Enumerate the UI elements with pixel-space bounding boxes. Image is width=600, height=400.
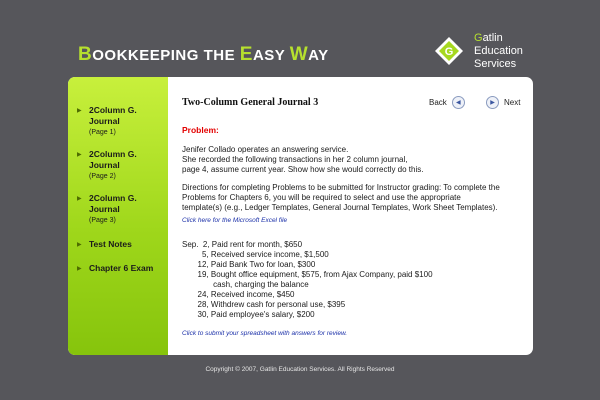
transaction-line: 12, Paid Bank Two for loan, $300: [182, 260, 316, 269]
triangle-bullet-icon: ▶: [77, 108, 82, 114]
next-button[interactable]: [486, 96, 520, 109]
sidebar: [68, 77, 168, 355]
sidebar-item-journal-page-1[interactable]: ▶ 2Column G. Journal (Page 1): [77, 105, 137, 136]
main-panel: [68, 77, 533, 355]
transaction-line: cash, charging the balance: [182, 280, 309, 289]
sidebar-item-chapter-6-exam[interactable]: ▶ Chapter 6 Exam: [77, 263, 154, 273]
transaction-line: 30, Paid employee's salary, $200: [182, 310, 315, 319]
g-diamond-logo-icon: [434, 36, 464, 66]
submit-spreadsheet-link[interactable]: Click to submit your spreadsheet with answers for review.: [182, 330, 348, 337]
title-cap: E: [239, 44, 253, 65]
back-label: Back: [429, 98, 447, 107]
site-title: [78, 44, 329, 66]
excel-file-link[interactable]: Click here for the Microsoft Excel file: [182, 217, 288, 224]
content-area: [182, 77, 525, 355]
problem-intro: Jenifer Collado operates an answering service. She recorded the following transactions in her 2 column journal, page 4, assume current year. Show how she would correctly do this.: [182, 145, 424, 174]
transaction-line: 28, Withdrew cash for personal use, $395: [182, 300, 346, 309]
next-label: Next: [504, 98, 521, 107]
problem-label: Problem:: [182, 125, 219, 135]
sidebar-item-journal-page-3[interactable]: ▶ 2Column G. Journal (Page 3): [77, 193, 137, 224]
transactions-list: [182, 240, 433, 320]
transaction-line: Sep. 2, Paid rent for month, $650: [182, 240, 303, 249]
transaction-line: 5, Received service income, $1,500: [182, 250, 329, 259]
back-arrow-icon: ◀: [452, 96, 465, 109]
logo-letter: G: [444, 46, 454, 58]
title-rest: OOKKEEPING THE: [92, 47, 240, 64]
directions-text: Directions for completing Problems to be submitted for Instructor grading: To complete the Problems for Chapters 6, you will be required to select and use the appropriate template(s) (e.g., Ledger Templates, General Journal Templates, Work Sheet Templates).: [182, 183, 500, 212]
footer-copyright: Copyright © 2007, Gatlin Education Services. All Rights Reserved: [205, 366, 395, 373]
title-rest: AY: [308, 47, 329, 64]
triangle-bullet-icon: ▶: [77, 152, 82, 158]
next-arrow-icon: ▶: [486, 96, 499, 109]
logo-text: Gatlin Education Services: [474, 32, 523, 70]
sidebar-item-test-notes[interactable]: ▶ Test Notes: [77, 239, 132, 249]
triangle-bullet-icon: ▶: [77, 266, 82, 272]
title-rest: ASY: [252, 47, 290, 64]
title-cap: W: [289, 44, 309, 65]
page-title: Two-Column General Journal 3: [182, 97, 319, 108]
title-cap: B: [78, 44, 93, 65]
back-button[interactable]: [429, 96, 465, 109]
triangle-bullet-icon: ▶: [77, 242, 82, 248]
transaction-line: 24, Received income, $450: [182, 290, 295, 299]
triangle-bullet-icon: ▶: [77, 196, 82, 202]
sidebar-item-journal-page-2[interactable]: ▶ 2Column G. Journal (Page 2): [77, 149, 137, 180]
transaction-line: 19, Bought office equipment, $575, from Ajax Company, paid $100: [182, 270, 433, 279]
